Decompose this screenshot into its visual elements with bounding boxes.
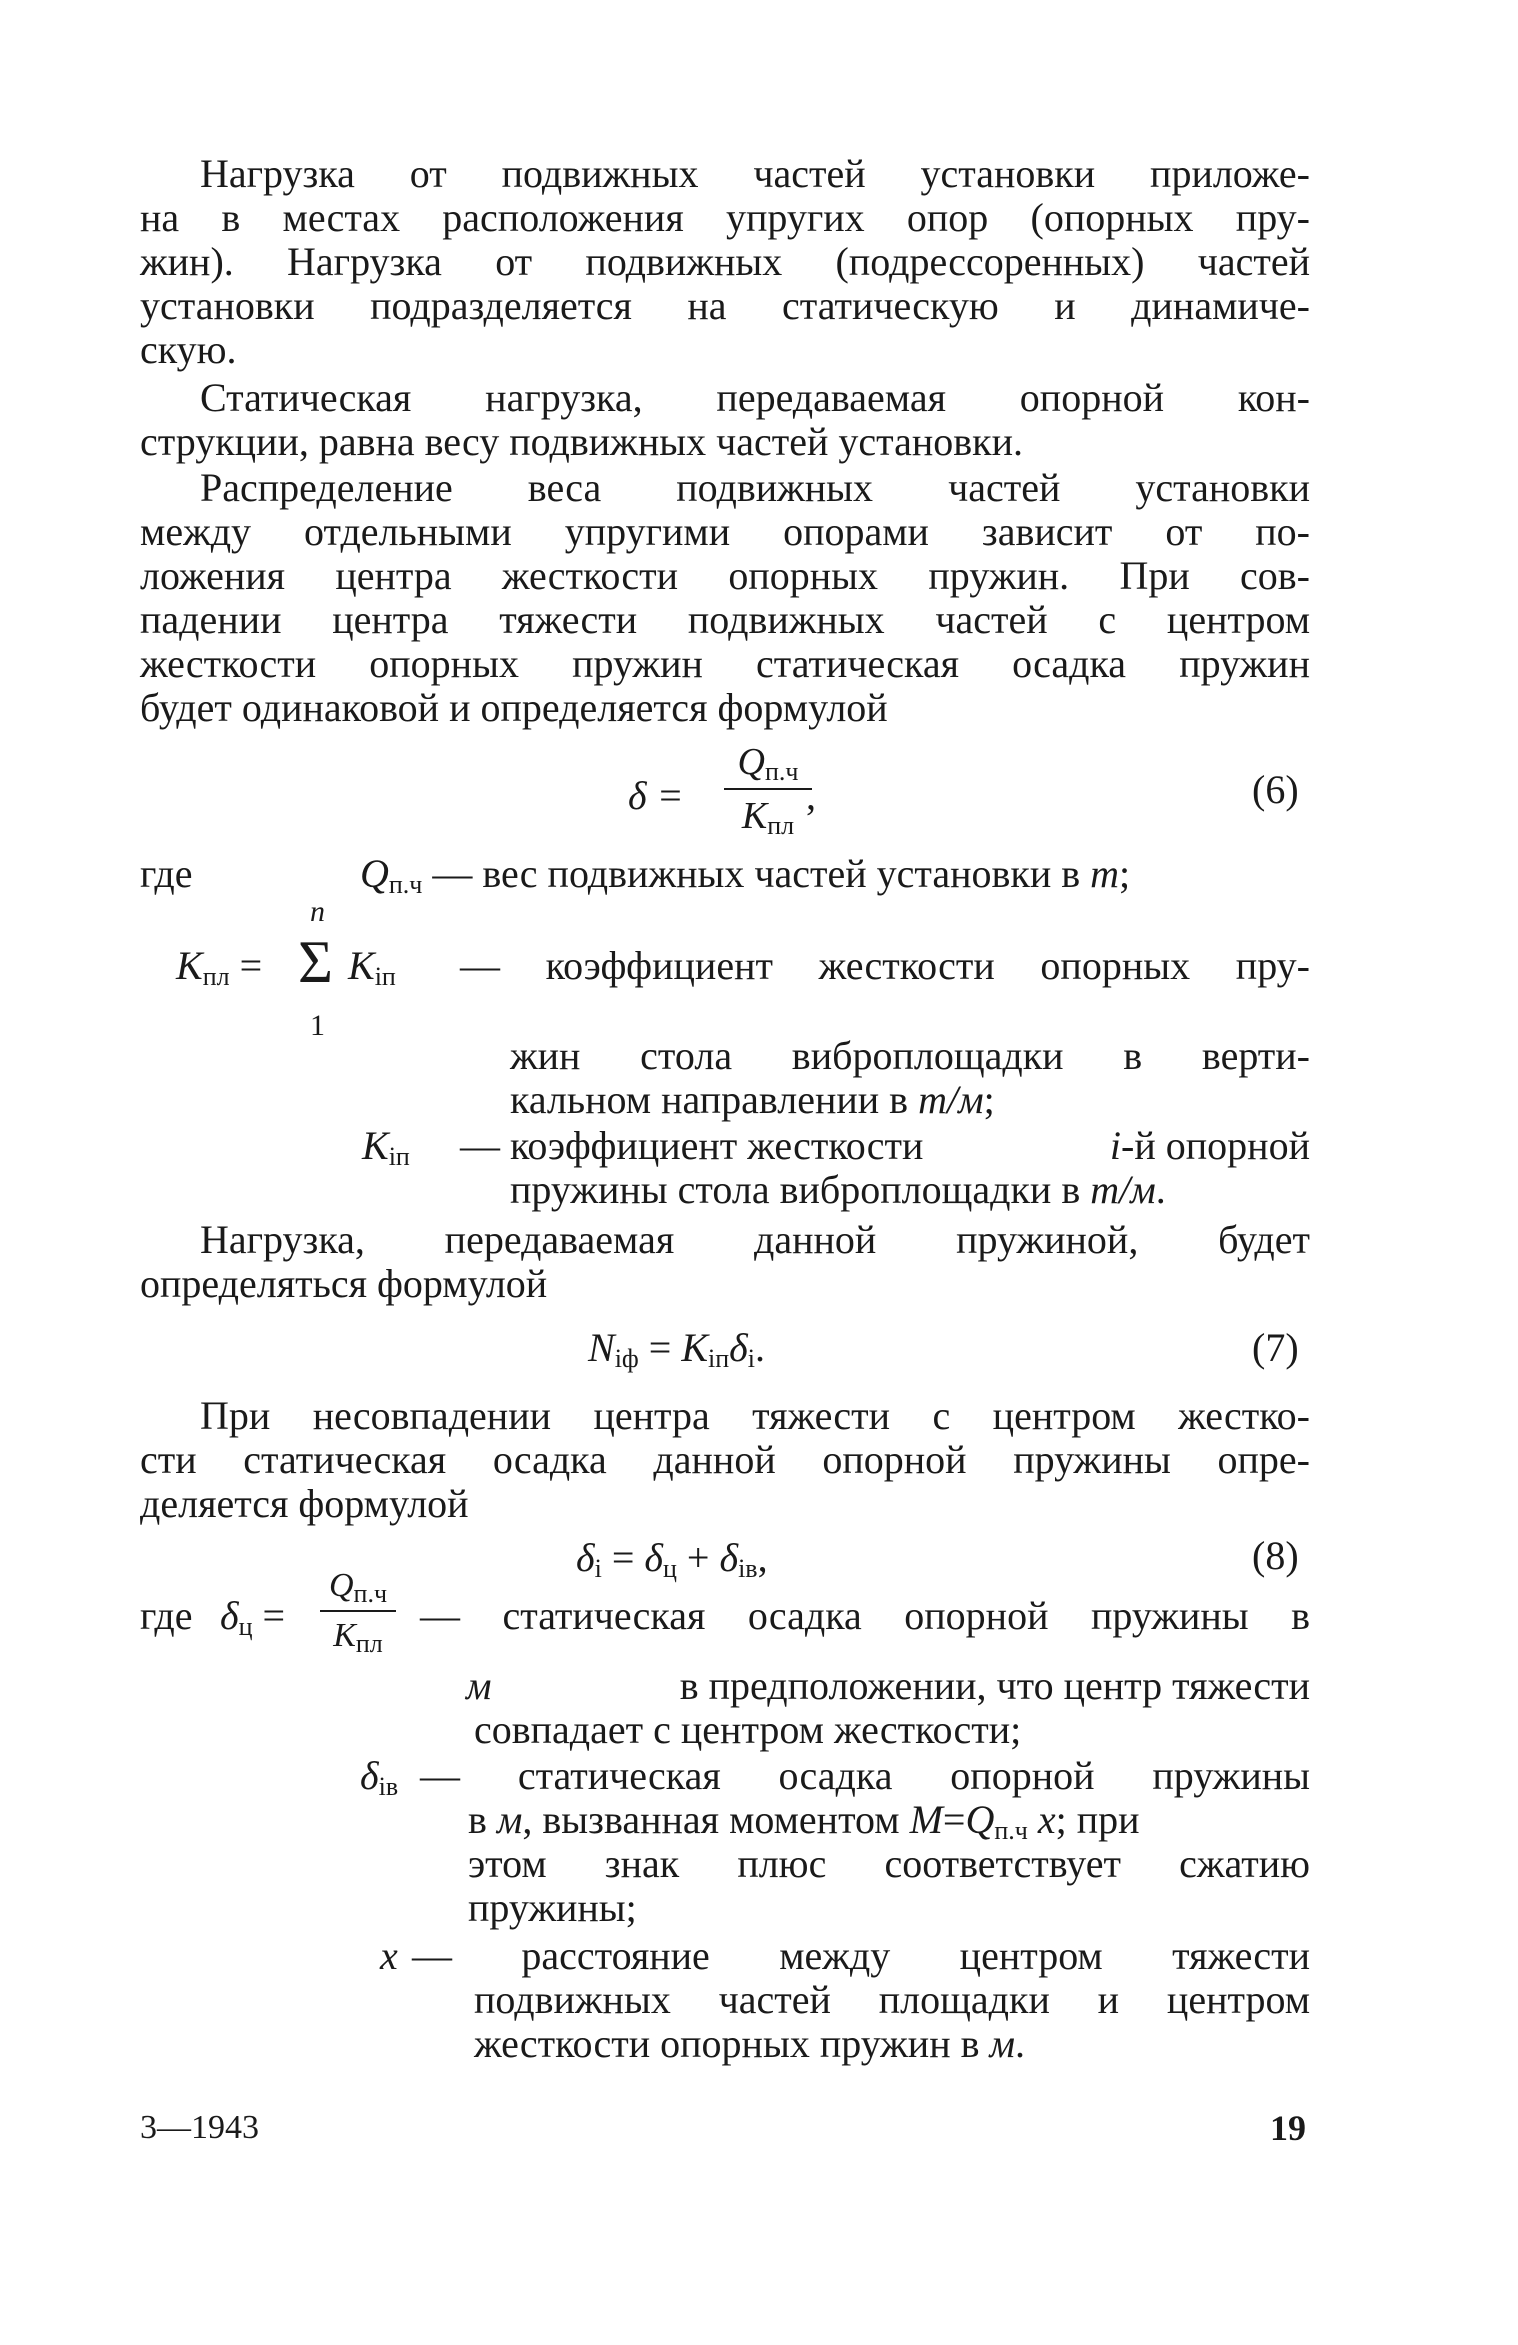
page-number: 19 <box>1270 2108 1306 2148</box>
mismatch-line-3: деляется формулой <box>140 1481 469 1526</box>
eq6-number: (6) <box>1252 767 1299 812</box>
where1-q-desc: — вес подвижных частей установки в <box>432 851 1081 896</box>
eq7-rhs2: δ <box>729 1325 748 1370</box>
where1-k-desc-3: кальном направлении в т/м; <box>510 1077 995 1122</box>
intro-line-2: на в местах расположения упругих опор (опорных пру- <box>140 195 1310 240</box>
where1-q-term <box>360 852 1130 907</box>
where2-db-unit: м <box>496 1797 523 1842</box>
sum-sign: Σ <box>298 929 333 995</box>
where2-den: K <box>333 1617 356 1654</box>
eq7-lhs-sub: iф <box>614 1344 639 1373</box>
where2-db-desc-4: пружины; <box>468 1885 637 1930</box>
where2-db-desc-1: — статическая осадка опорной пружины <box>420 1753 1310 1798</box>
where1-q-symbol: Q <box>360 851 389 896</box>
eq8-a-sub: ц <box>662 1554 677 1583</box>
where2-db-desc-3: этом знак плюс соответствует сжатию <box>468 1841 1310 1886</box>
distribution-line-2: между отдельными упругими опорами зависит от по- <box>140 509 1310 554</box>
where2-dc-desc-3: совпадает с центром жесткости; <box>474 1707 1022 1752</box>
where1-k-desc-1: — коэффициент жесткости опорных пру- <box>460 943 1310 988</box>
intro-line-5: скую. <box>140 327 237 372</box>
intro-line-1: Нагрузка от подвижных частей установки приложе- <box>200 151 1310 196</box>
where1-label: где <box>140 851 193 896</box>
distribution-line-5: жесткости опорных пружин статическая осадка пружин <box>140 641 1310 686</box>
where2-x-desc-3: жесткости опорных пружин в м. <box>474 2021 1026 2066</box>
where2-num: Q <box>328 1567 354 1604</box>
eq7-rhs: K <box>681 1325 709 1370</box>
eq7-rhs-sub: iп <box>708 1344 730 1373</box>
where2-db-desc-2: в м, вызванная моментом $M=Q_{п.ч}$ x; при <box>468 1797 1140 1845</box>
eq7-eq: = <box>648 1325 672 1370</box>
eq8-plus: + <box>686 1535 710 1580</box>
eq6-fraction <box>718 742 818 842</box>
where1-kin-sub: iп <box>388 1142 410 1171</box>
static-line-2: струкции, равна весу подвижных частей установки. <box>140 419 1023 464</box>
load-line-2: определяться формулой <box>140 1261 548 1306</box>
where2-dc-desc-1: — статическая осадка опорной пружины в <box>420 1593 1310 1638</box>
eq8-lhs: δ <box>576 1535 595 1580</box>
where2-dc-unit: м <box>466 1663 492 1708</box>
distribution-line-1: Распределение веса подвижных частей установки <box>200 465 1310 510</box>
distribution-line-4: падении центра тяжести подвижных частей с центром <box>140 597 1310 642</box>
where2-db-symbol: δ <box>360 1753 379 1798</box>
eq6-den: K <box>741 795 768 837</box>
eq8-eq: = <box>611 1535 635 1580</box>
mismatch-line-1: При несовпадении центра тяжести с центром жестко- <box>200 1393 1310 1438</box>
eq8-b: δ <box>719 1535 739 1580</box>
where1-q-end: ; <box>1119 851 1131 896</box>
where1-k-desc-2: жин стола виброплощадки в верти- <box>510 1033 1310 1078</box>
where2-x-unit: м <box>989 2021 1016 2066</box>
where1-kin-unit: т/м <box>1090 1167 1156 1212</box>
intro-line-4: установки подразделяется на статическую и динамиче- <box>140 283 1310 328</box>
where1-kin-desc-2: пружины стола виброплощадки в т/м. <box>510 1167 1166 1212</box>
distribution-line-3: ложения центра жесткости опорных пружин. При сов- <box>140 553 1310 598</box>
where2-dc-desc-2: м в предположении, что центр тяжести <box>466 1663 1310 1708</box>
where1-kin-symbol: K <box>362 1123 389 1168</box>
where2-x-symbol: x <box>380 1933 398 1978</box>
where1-kin-desc-1: — коэффициент жесткости i-й опорной <box>460 1123 1310 1168</box>
where1-q-unit: т <box>1090 851 1120 896</box>
distribution-line-6: будет одинаковой и определяется формулой <box>140 685 888 730</box>
where1-k-symbol: K <box>176 943 203 988</box>
where2-x-desc-2: подвижных частей площадки и центром <box>474 1977 1310 2022</box>
eq6-den-sub: пл <box>767 811 795 840</box>
eq8-number: (8) <box>1252 1533 1299 1578</box>
where2-dc-sub: ц <box>238 1612 253 1641</box>
where1-ki-sub: iп <box>374 962 396 991</box>
where2-db-sub: iв <box>378 1772 399 1801</box>
where2-db-moment: M <box>909 1797 943 1842</box>
where2-num-sub: п.ч <box>353 1579 388 1608</box>
where1-k-unit: т/м <box>918 1077 984 1122</box>
printer-signature: 3—1943 <box>140 2109 259 2146</box>
where1-k-sub: пл <box>202 962 230 991</box>
mismatch-line-2: сти статическая осадка данной опорной пружины опре- <box>140 1437 1310 1482</box>
eq8-a: δ <box>644 1535 663 1580</box>
where1-q-sub: п.ч <box>388 870 423 899</box>
where2-den-sub: пл <box>355 1629 383 1658</box>
where2-label: где <box>140 1593 193 1638</box>
where1-kin-i: i <box>1109 1123 1122 1168</box>
eq8-lhs-sub: i <box>594 1554 602 1583</box>
where2-dc-symbol: δ <box>220 1593 239 1638</box>
load-line-1: Нагрузка, передаваемая данной пружиной, будет <box>200 1217 1310 1262</box>
static-line-1: Статическая нагрузка, передаваемая опорной кон- <box>200 375 1310 420</box>
where2-eq: = <box>262 1593 286 1638</box>
where1-k-eq: = <box>239 943 263 988</box>
eq8-b-sub: iв <box>738 1554 758 1583</box>
eq7-rhs2-sub: i <box>747 1344 755 1373</box>
eq6-num-sub: п.ч <box>764 757 799 786</box>
sum-lower-limit: 1 <box>310 1009 325 1042</box>
where2-fraction <box>316 1566 400 1666</box>
eq6-lhs: δ = <box>628 773 684 818</box>
where1-ki-symbol: K <box>348 943 375 988</box>
eq6-num: Q <box>737 741 765 783</box>
eq7-lhs: N <box>588 1325 615 1370</box>
where2-x-desc-1: — расстояние между центром тяжести <box>412 1933 1310 1978</box>
sum-upper-limit: n <box>310 895 325 928</box>
eq7-number: (7) <box>1252 1325 1299 1370</box>
eq6-comma: , <box>806 773 816 818</box>
intro-line-3: жин). Нагрузка от подвижных (подрессоренных) частей <box>140 239 1310 284</box>
